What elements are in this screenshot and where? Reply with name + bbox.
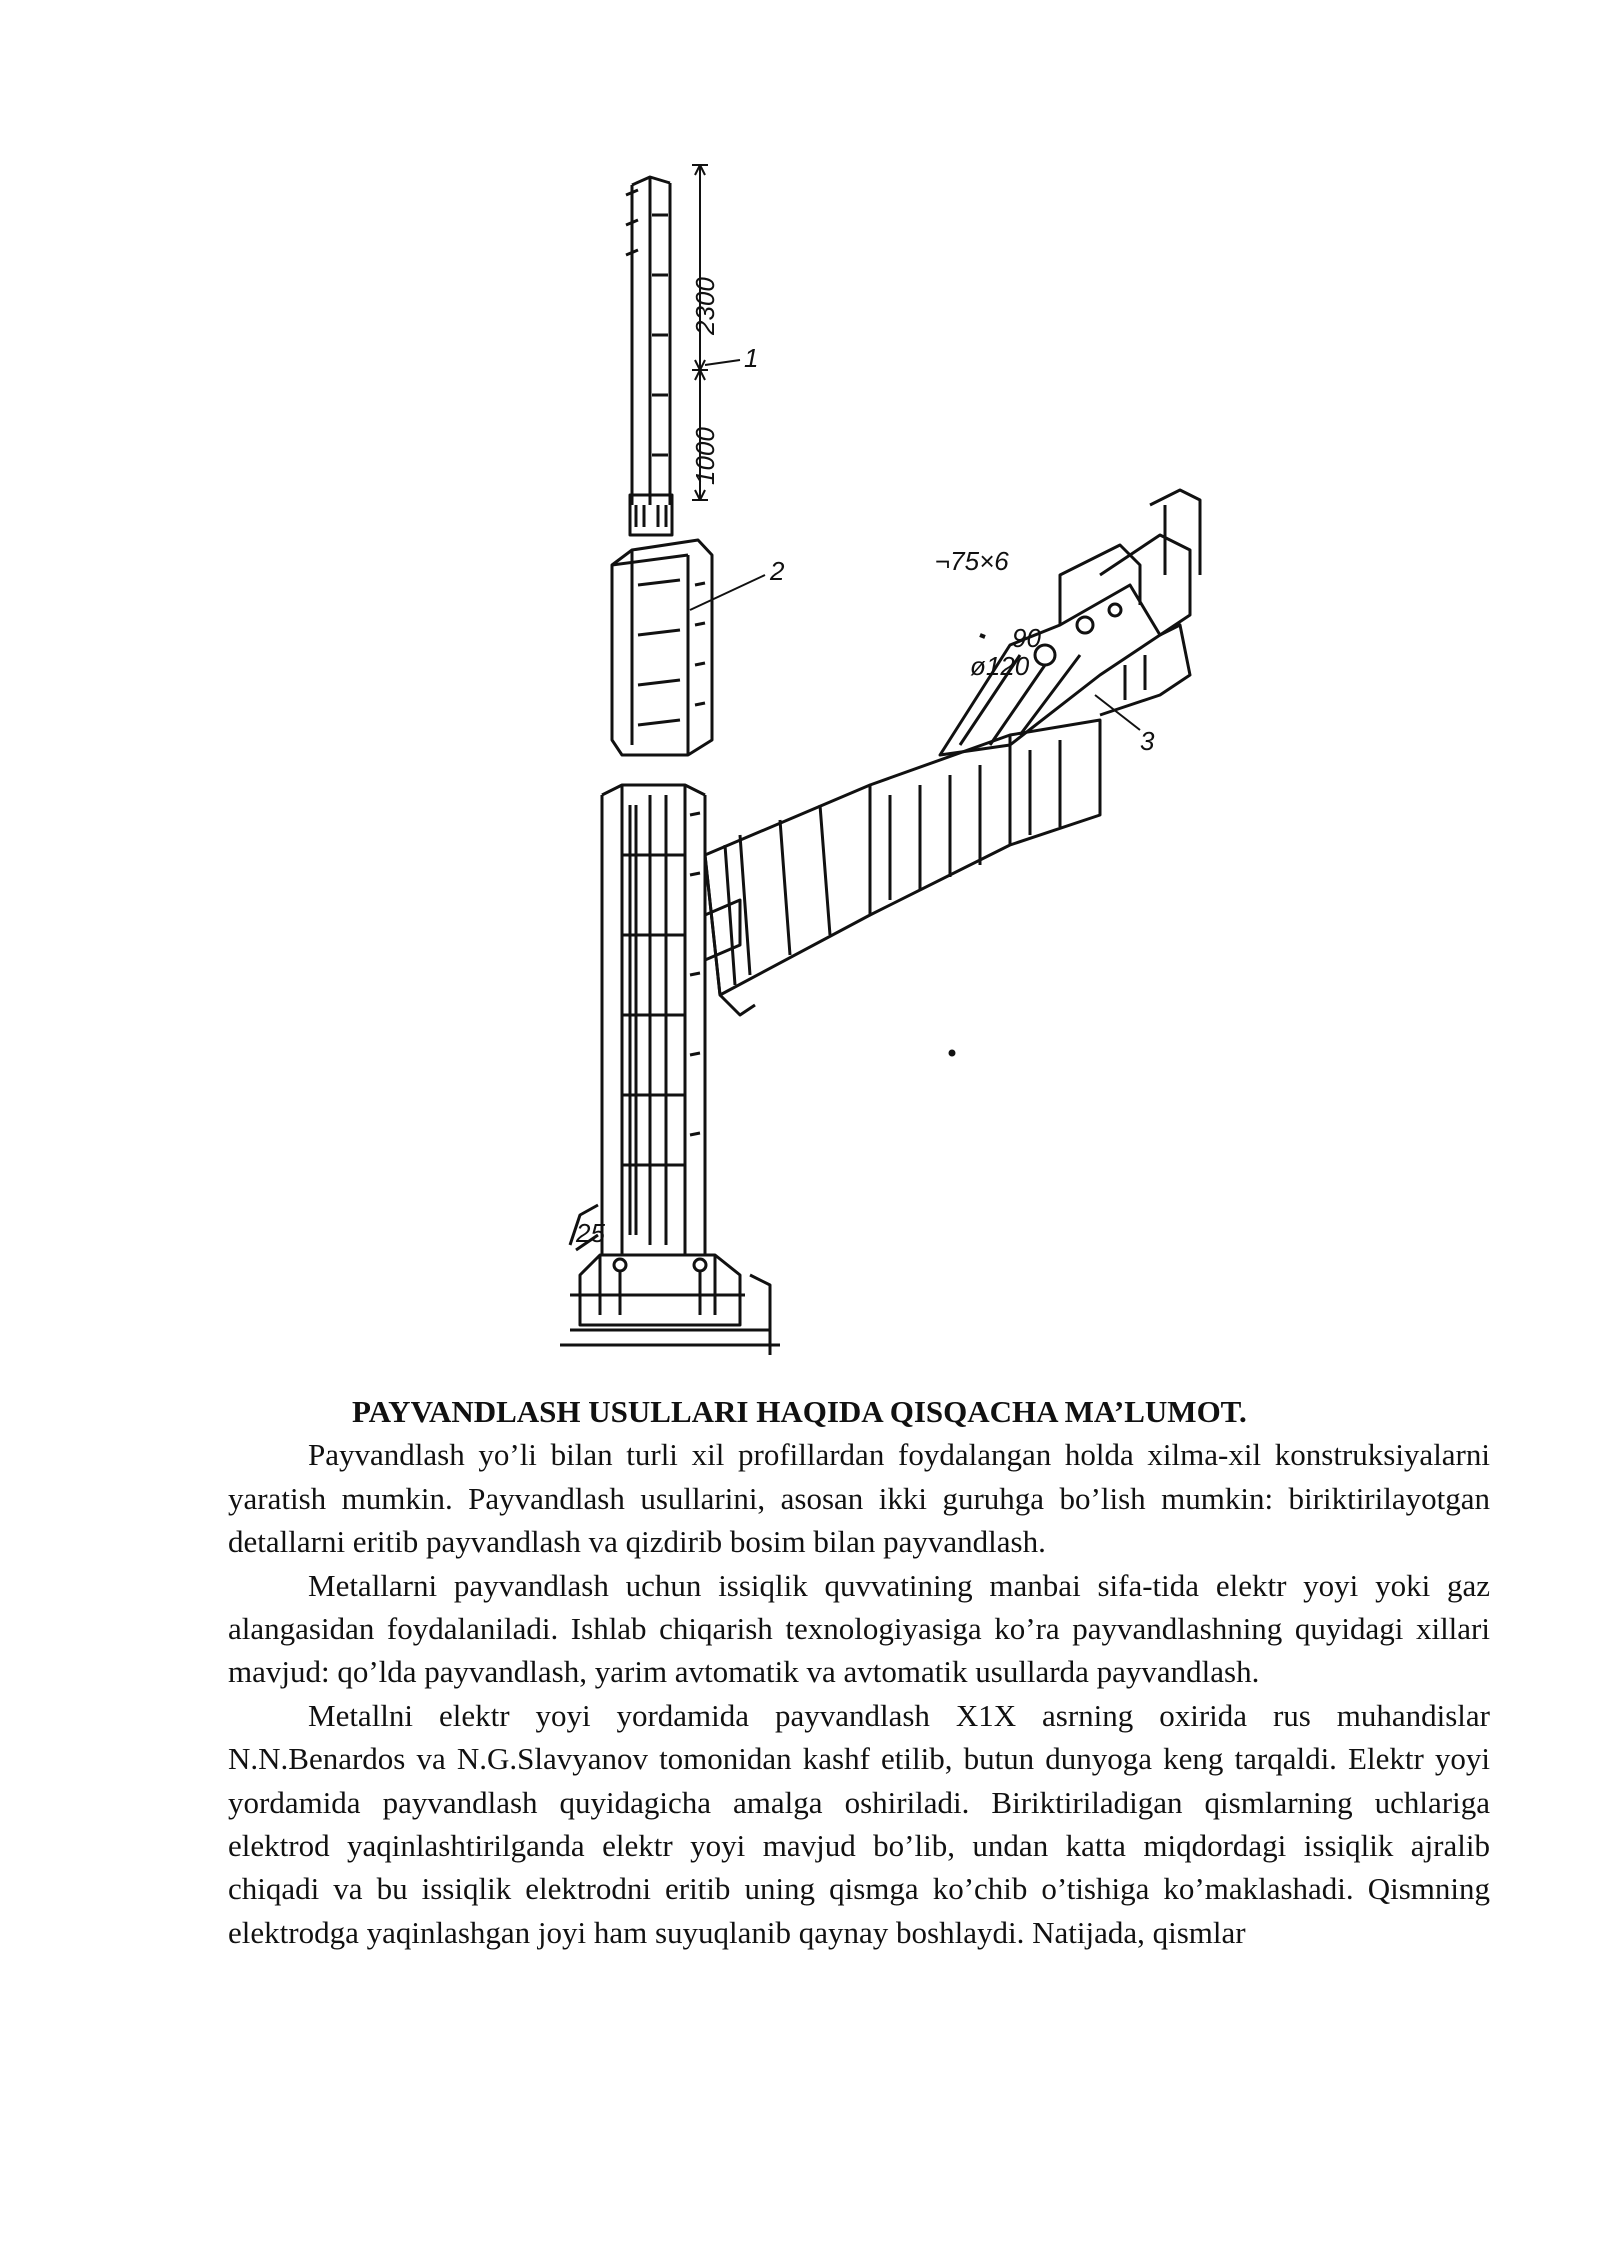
part-label-1: 1 [744,343,759,373]
steel-frame-figure [540,155,1260,1365]
part-label-3: 3 [1140,726,1155,756]
girder [705,720,1100,1015]
lower-column [570,785,705,1255]
dim-label-120: ø120 [970,651,1030,681]
column-splice [612,540,712,755]
upper-column [626,177,672,535]
dim-label-90: 90 [1012,623,1041,653]
angle-profile-label: ¬75×6 [935,546,1009,576]
paragraph-2: Metallarni payvandlash uchun issiqlik quvvatining manbai sifa-tida elektr yoyi yoki gaz alangasidan foydalaniladi. Ishlab chiqarish texnologiyasiga ko’ra payvandlashning quyidagi xillari mavjud: qo’lda payvandlash, yarim avtomatik va avtomatik usullarda payvandlash. [228,1567,1490,1690]
dim-label-2300: 2300 [690,277,720,335]
truss-node [940,490,1200,755]
document-body [228,1390,1490,1954]
dim-label-1000: 1000 [690,427,720,485]
part-label-2: 2 [770,556,785,586]
paragraph-3: Metallni elektr yoyi yordamida payvandlash X1X asrning oxirida rus muhandislar N.N.Benardos va N.G.Slavyanov tomonidan kashf etilib, butun dunyoga keng tarqaldi. Elektr yoyi yordamida payvandlash quyidagicha amalga oshiriladi. Biriktiriladigan qismlarning uchlariga elektrod yaqinlashtirilganda elektr yoyi mavjud bo’lib, undan katta miqdordagi issiqlik ajralib chiqadi va bu issiqlik elektrodni eritib uning qismga ko’chib o’tishiga ko’maklashadi. Qismning elektrodga yaqinlashgan joyi ham suyuqlanib qaynay boshlaydi. Natijada, qismlar [228,1697,1490,1950]
section-title: PAYVANDLASH USULLARI HAQIDA QISQACHA MA’LUMOT. [352,1394,1247,1429]
steel-frame-drawing [540,155,1260,1365]
column-base [560,1255,780,1355]
paragraph-1: Payvandlash yo’li bilan turli xil profillardan foydalangan holda xilma-xil konstruksiyalarni yaratish mumkin. Payvandlash usullarini, asosan ikki guruhga bo’lish mumkin: biriktirilayotgan detallarni eritib payvandlash va qizdirib bosim bilan payvandlash. [228,1437,1490,1560]
dim-label-25: 25 [576,1218,605,1248]
